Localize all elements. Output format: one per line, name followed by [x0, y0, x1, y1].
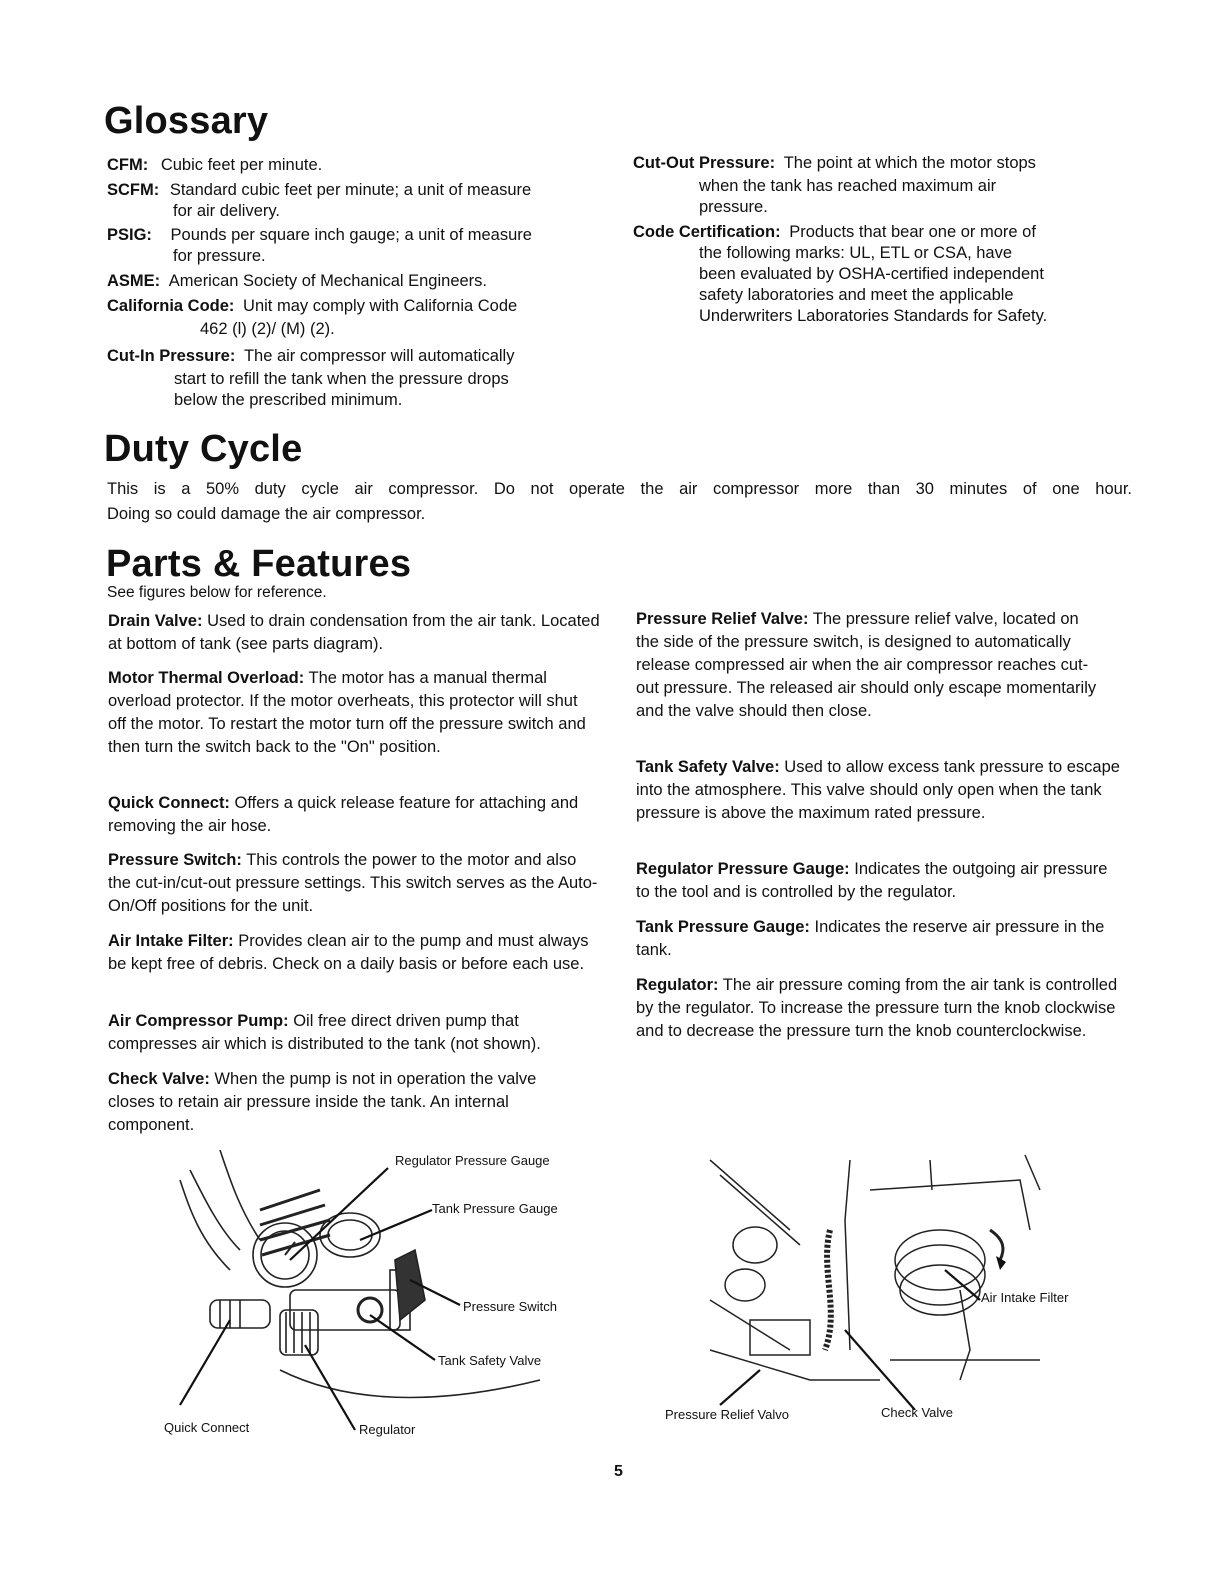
duty-cycle-text-line1: This is a 50% duty cycle air compressor. Do not operate the air compressor more than 30 minutes of one hour. [107, 480, 1132, 498]
part-entry [108, 792, 600, 838]
label-air-intake-filter: Air Intake Filter [981, 1290, 1069, 1305]
leader-quick-connect [180, 1320, 230, 1405]
glossary-title: Glossary [104, 100, 269, 142]
part-entry [636, 608, 1106, 723]
label-regulator-pressure-gauge: Regulator Pressure Gauge [395, 1153, 550, 1168]
glossary-definition-cont: safety laboratories and meet the applicable [699, 286, 1014, 304]
leader-tank-safety-valve [370, 1315, 435, 1360]
part-entry [108, 610, 600, 656]
glossary-entry [633, 153, 1036, 218]
part-description: Indicates the outgoing air pressure to the tool and is controlled by the regulator. [636, 860, 1108, 901]
part-term: Air Compressor Pump: [108, 1012, 289, 1030]
label-quick-connect: Quick Connect [164, 1420, 250, 1435]
part-term: Tank Pressure Gauge: [636, 918, 810, 936]
glossary-definition-cont: the following marks: UL, ETL or CSA, have [699, 244, 1013, 262]
part-entry [636, 858, 1116, 904]
glossary-definition-cont: for air delivery. [173, 202, 280, 220]
glossary-definition: American Society of Mechanical Engineers. [168, 272, 488, 290]
leader-regulator-pressure-gauge [290, 1168, 388, 1260]
glossary-definition: Products that bear one or more of [789, 223, 1036, 241]
page-number: 5 [614, 1463, 623, 1480]
glossary-term: Code Certification: [633, 223, 781, 241]
part-term: Regulator: [636, 976, 719, 994]
glossary-definition-cont: been evaluated by OSHA-certified independent [699, 265, 1044, 283]
glossary-term: PSIG: [107, 226, 152, 244]
glossary-term: Cut-In Pressure: [107, 347, 236, 365]
glossary-entry [107, 346, 514, 411]
glossary-definition-cont: pressure. [699, 198, 768, 216]
duty-cycle-title: Duty Cycle [104, 428, 303, 470]
label-tank-pressure-gauge: Tank Pressure Gauge [432, 1201, 558, 1216]
compressor-side-diagram [700, 1150, 1060, 1410]
glossary-definition-cont: 462 (l) (2)/ (M) (2). [200, 320, 335, 338]
part-entry [108, 849, 600, 918]
glossary-definition: The air compressor will automatically [243, 347, 515, 365]
part-description: Used to drain condensation from the air tank. Located at bottom of tank (see parts diagram). [108, 612, 600, 653]
part-entry [108, 667, 600, 759]
part-term: Pressure Relief Valve: [636, 610, 809, 628]
part-entry [108, 1010, 608, 1056]
part-description: Indicates the reserve air pressure in the tank. [636, 918, 1105, 959]
part-description: Oil free direct driven pump that compresses air which is distributed to the tank (not shown). [108, 1012, 541, 1053]
glossary-term: California Code: [107, 297, 235, 315]
glossary-term: ASME: [107, 272, 161, 290]
glossary-definition: Standard cubic feet per minute; a unit of measure [169, 181, 532, 199]
part-term: Check Valve: [108, 1070, 210, 1088]
parts-features-title: Parts & Features [106, 543, 412, 585]
glossary-definition-cont: when the tank has reached maximum air [699, 177, 997, 195]
part-term: Tank Safety Valve: [636, 758, 780, 776]
glossary-definition-cont: below the prescribed minimum. [174, 391, 403, 409]
part-entry [636, 756, 1131, 825]
label-regulator: Regulator [359, 1422, 416, 1437]
part-description: The motor has a manual thermal overload protector. If the motor overheats, this protector will shut off the motor. To restart the motor turn off the pressure switch and then turn the switch back to the "On" position. [108, 669, 586, 756]
part-term: Regulator Pressure Gauge: [636, 860, 850, 878]
glossary-definition: Pounds per square inch gauge; a unit of measure [170, 226, 532, 244]
duty-cycle-text-line2: Doing so could damage the air compressor. [107, 505, 426, 523]
glossary-entry [107, 296, 517, 340]
glossary-definition: Cubic feet per minute. [160, 156, 323, 174]
glossary-entry [633, 222, 1047, 327]
leader-pressure-relief-valve [720, 1370, 760, 1405]
glossary-definition: Unit may comply with California Code [243, 297, 518, 315]
part-description: When the pump is not in operation the valve closes to retain air pressure inside the tank. An internal component. [108, 1070, 537, 1134]
label-pressure-relief-valve: Pressure Relief Valvo [665, 1407, 790, 1422]
leader-tank-pressure-gauge [360, 1210, 432, 1240]
glossary-term: Cut-Out Pressure: [633, 154, 776, 172]
glossary-definition: The point at which the motor stops [783, 154, 1036, 172]
part-term: Motor Thermal Overload: [108, 669, 305, 687]
glossary-entry [107, 155, 322, 176]
parts-features-subtitle: See figures below for reference. [107, 584, 327, 601]
part-description: The pressure relief valve, located on the side of the pressure switch, is designed to automatically release compressed air when the air compressor reaches cut-out pressure. The released air should only escape momentarily and the valve should then close. [636, 610, 1097, 720]
glossary-entry [107, 271, 487, 292]
part-description: This controls the power to the motor and also the cut-in/cut-out pressure settings. This switch serves as the Auto-On/Off positions for the unit. [108, 851, 598, 915]
part-description: The air pressure coming from the air tank is controlled by the regulator. To increase the pressure turn the knob clockwise and to decrease the pressure turn the knob counterclockwise. [636, 976, 1118, 1040]
glossary-definition-cont: for pressure. [173, 247, 266, 265]
part-description: Used to allow excess tank pressure to escape into the atmosphere. This valve should only open when the tank pressure is above the maximum rated pressure. [636, 758, 1120, 822]
part-entry [108, 930, 603, 976]
label-tank-safety-valve: Tank Safety Valve [438, 1353, 542, 1368]
glossary-entry [107, 180, 531, 222]
glossary-term: CFM: [107, 156, 149, 174]
label-check-valve: Check Valve [881, 1405, 954, 1420]
part-term: Quick Connect: [108, 794, 230, 812]
glossary-definition-cont: Underwriters Laboratories Standards for Safety. [699, 307, 1048, 325]
label-pressure-switch: Pressure Switch [463, 1299, 557, 1314]
part-term: Drain Valve: [108, 612, 203, 630]
part-entry [636, 916, 1131, 962]
glossary-definition-cont: start to refill the tank when the pressure drops [174, 370, 509, 388]
part-term: Pressure Switch: [108, 851, 242, 869]
leader-regulator [305, 1345, 355, 1430]
glossary-entry [107, 225, 532, 267]
part-description: Provides clean air to the pump and must always be kept free of debris. Check on a daily basis or before each use. [108, 932, 589, 973]
glossary-term: SCFM: [107, 181, 160, 199]
leader-check-valve [845, 1330, 915, 1410]
leader-air-intake-filter [945, 1270, 980, 1300]
part-term: Air Intake Filter: [108, 932, 234, 950]
part-entry [636, 974, 1131, 1043]
part-entry [108, 1068, 568, 1137]
part-description: Offers a quick release feature for attaching and removing the air hose. [108, 794, 579, 835]
